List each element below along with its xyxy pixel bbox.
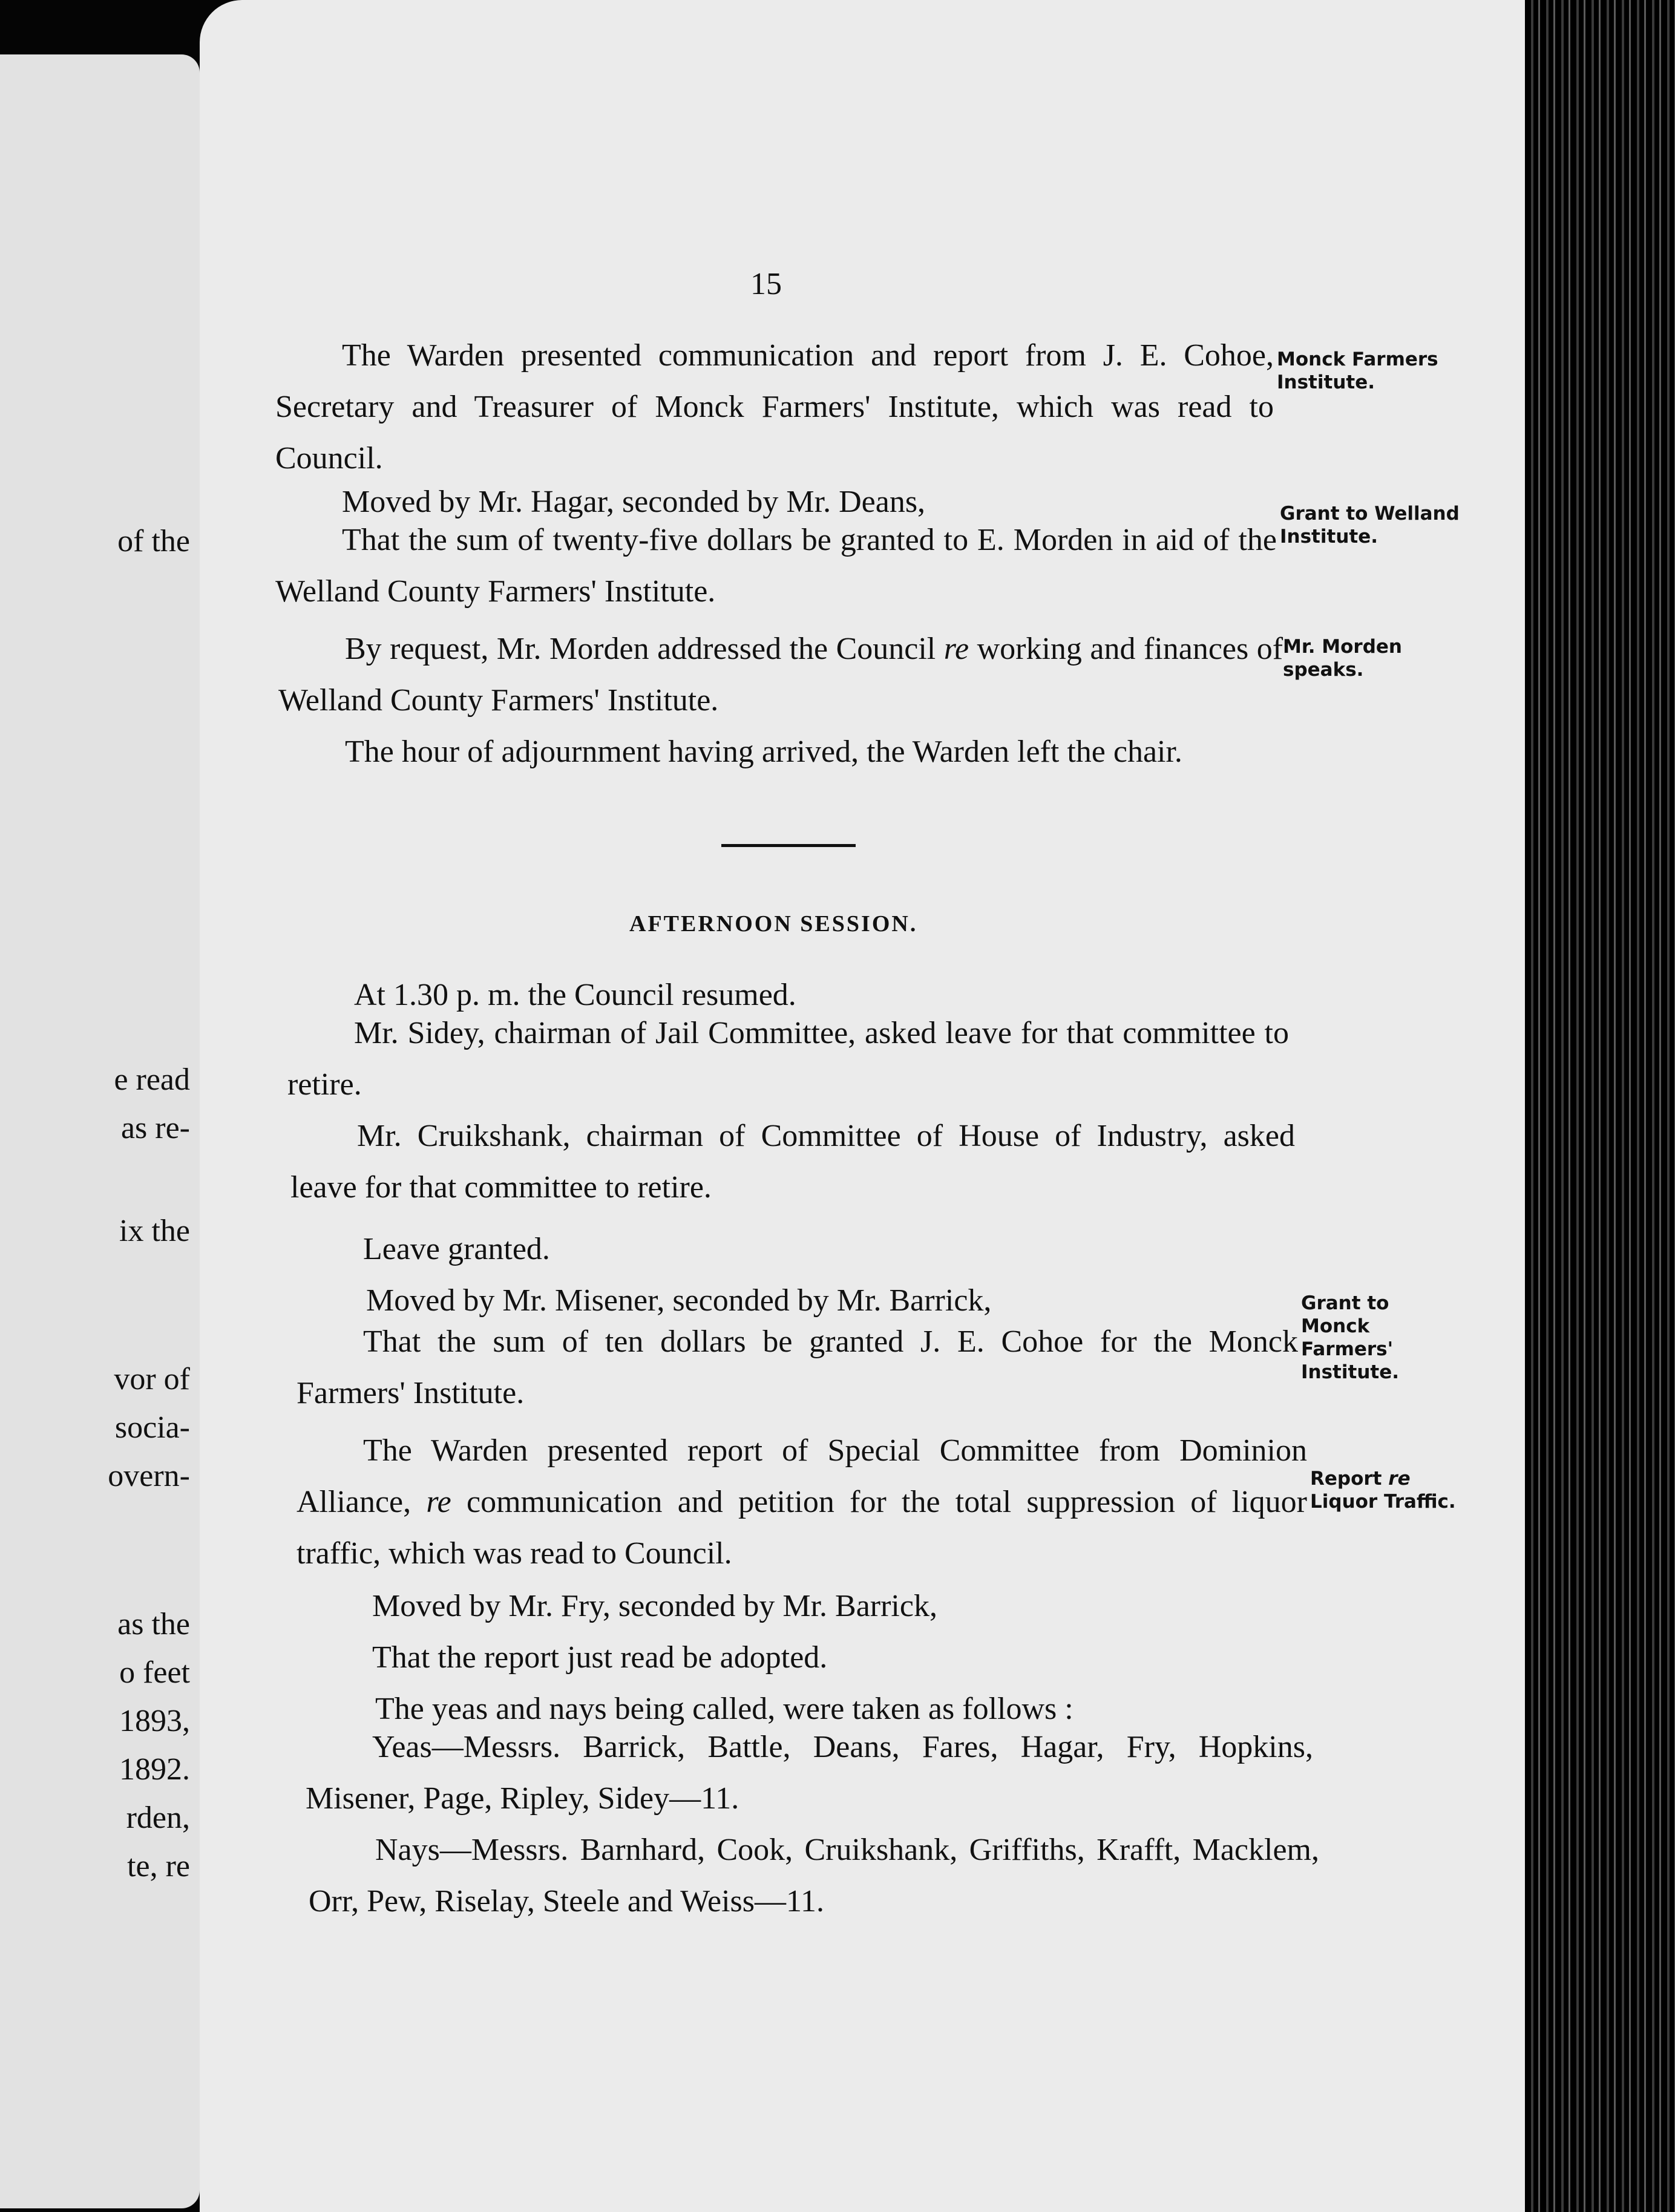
paragraph-12: The Warden presented report of Special Committee from Dominion Alliance, re communication and petition for the total suppression of liquor traffic, which was read to Council. <box>297 1433 1307 1571</box>
paragraph-5: The hour of adjournment having arrived, the Warden left the chair. <box>345 735 1182 769</box>
margin-note-liquor-traffic: Report re Liquor Traffic. <box>1310 1468 1456 1513</box>
left-fragment: as re- <box>120 1111 190 1145</box>
paragraph-6: At 1.30 p. m. the Council resumed. <box>354 978 796 1012</box>
left-fragment: 1892. <box>119 1752 190 1787</box>
paragraph-3: That the sum of twenty-five dollars be granted to E. Morden in aid of the Welland County Farmers' Institute. <box>275 523 1277 609</box>
left-fragment: ix the <box>119 1214 190 1248</box>
left-fragment: of the <box>117 524 190 558</box>
paragraph-10: Moved by Mr. Misener, seconded by Mr. Barrick, <box>366 1283 992 1318</box>
left-fragment: e read <box>114 1062 190 1097</box>
left-fragment: o feet <box>119 1655 190 1690</box>
paragraph-2: Moved by Mr. Hagar, seconded by Mr. Deans, <box>342 485 926 519</box>
left-fragment: 1893, <box>119 1704 190 1738</box>
margin-note-morden-speaks: Mr. Morden speaks. <box>1283 636 1403 681</box>
paragraph-15: The yeas and nays being called, were taken as follows : <box>375 1692 1074 1726</box>
paragraph-8: Mr. Cruikshank, chairman of Committee of House of Industry, asked leave for that committee to retire. <box>290 1119 1295 1205</box>
left-fragment: socia- <box>114 1410 190 1445</box>
book-page-edges <box>1525 0 1675 2212</box>
paragraph-11: That the sum of ten dollars be granted J. E. Cohoe for the Monck Farmers' Institute. <box>297 1324 1298 1410</box>
paragraph-4: By request, Mr. Morden addressed the Council re working and finances of Welland County Farmers' Institute. <box>278 632 1283 718</box>
margin-note-grant-monck: Grant to Monck Farmers' Institute. <box>1301 1292 1400 1383</box>
left-fragment: te, re <box>127 1849 190 1883</box>
section-heading: AFTERNOON SESSION. <box>629 911 918 937</box>
left-fragment: rden, <box>126 1801 190 1835</box>
paragraph-1: The Warden presented communication and report from J. E. Cohoe, Secretary and Treasurer of Monck Farmers' Institute, which was read to Council. <box>275 338 1274 476</box>
paragraph-7: Mr. Sidey, chairman of Jail Committee, asked leave for that committee to retire. <box>287 1016 1289 1102</box>
paragraph-9: Leave granted. <box>363 1232 550 1266</box>
page-number: 15 <box>750 267 782 301</box>
margin-note-monck-farmers: Monck Farmers Institute. <box>1277 348 1438 393</box>
left-fragment: overn- <box>108 1459 190 1493</box>
left-fragment: vor of <box>114 1362 190 1396</box>
paragraph-16: Yeas—Messrs. Barrick, Battle, Deans, Fares, Hagar, Fry, Hopkins, Misener, Page, Ripley, Sidey—11. <box>306 1730 1313 1816</box>
left-page-edge <box>0 54 200 2208</box>
section-divider <box>721 844 856 847</box>
paragraph-17: Nays—Messrs. Barnhard, Cook, Cruikshank, Griffiths, Krafft, Macklem, Orr, Pew, Riselay, Steele and Weiss—11. <box>309 1833 1319 1919</box>
left-fragment: as the <box>117 1607 190 1641</box>
paragraph-14: That the report just read be adopted. <box>372 1640 828 1675</box>
margin-note-grant-welland: Grant to Welland Institute. <box>1280 503 1460 548</box>
paragraph-13: Moved by Mr. Fry, seconded by Mr. Barrick, <box>372 1589 937 1623</box>
